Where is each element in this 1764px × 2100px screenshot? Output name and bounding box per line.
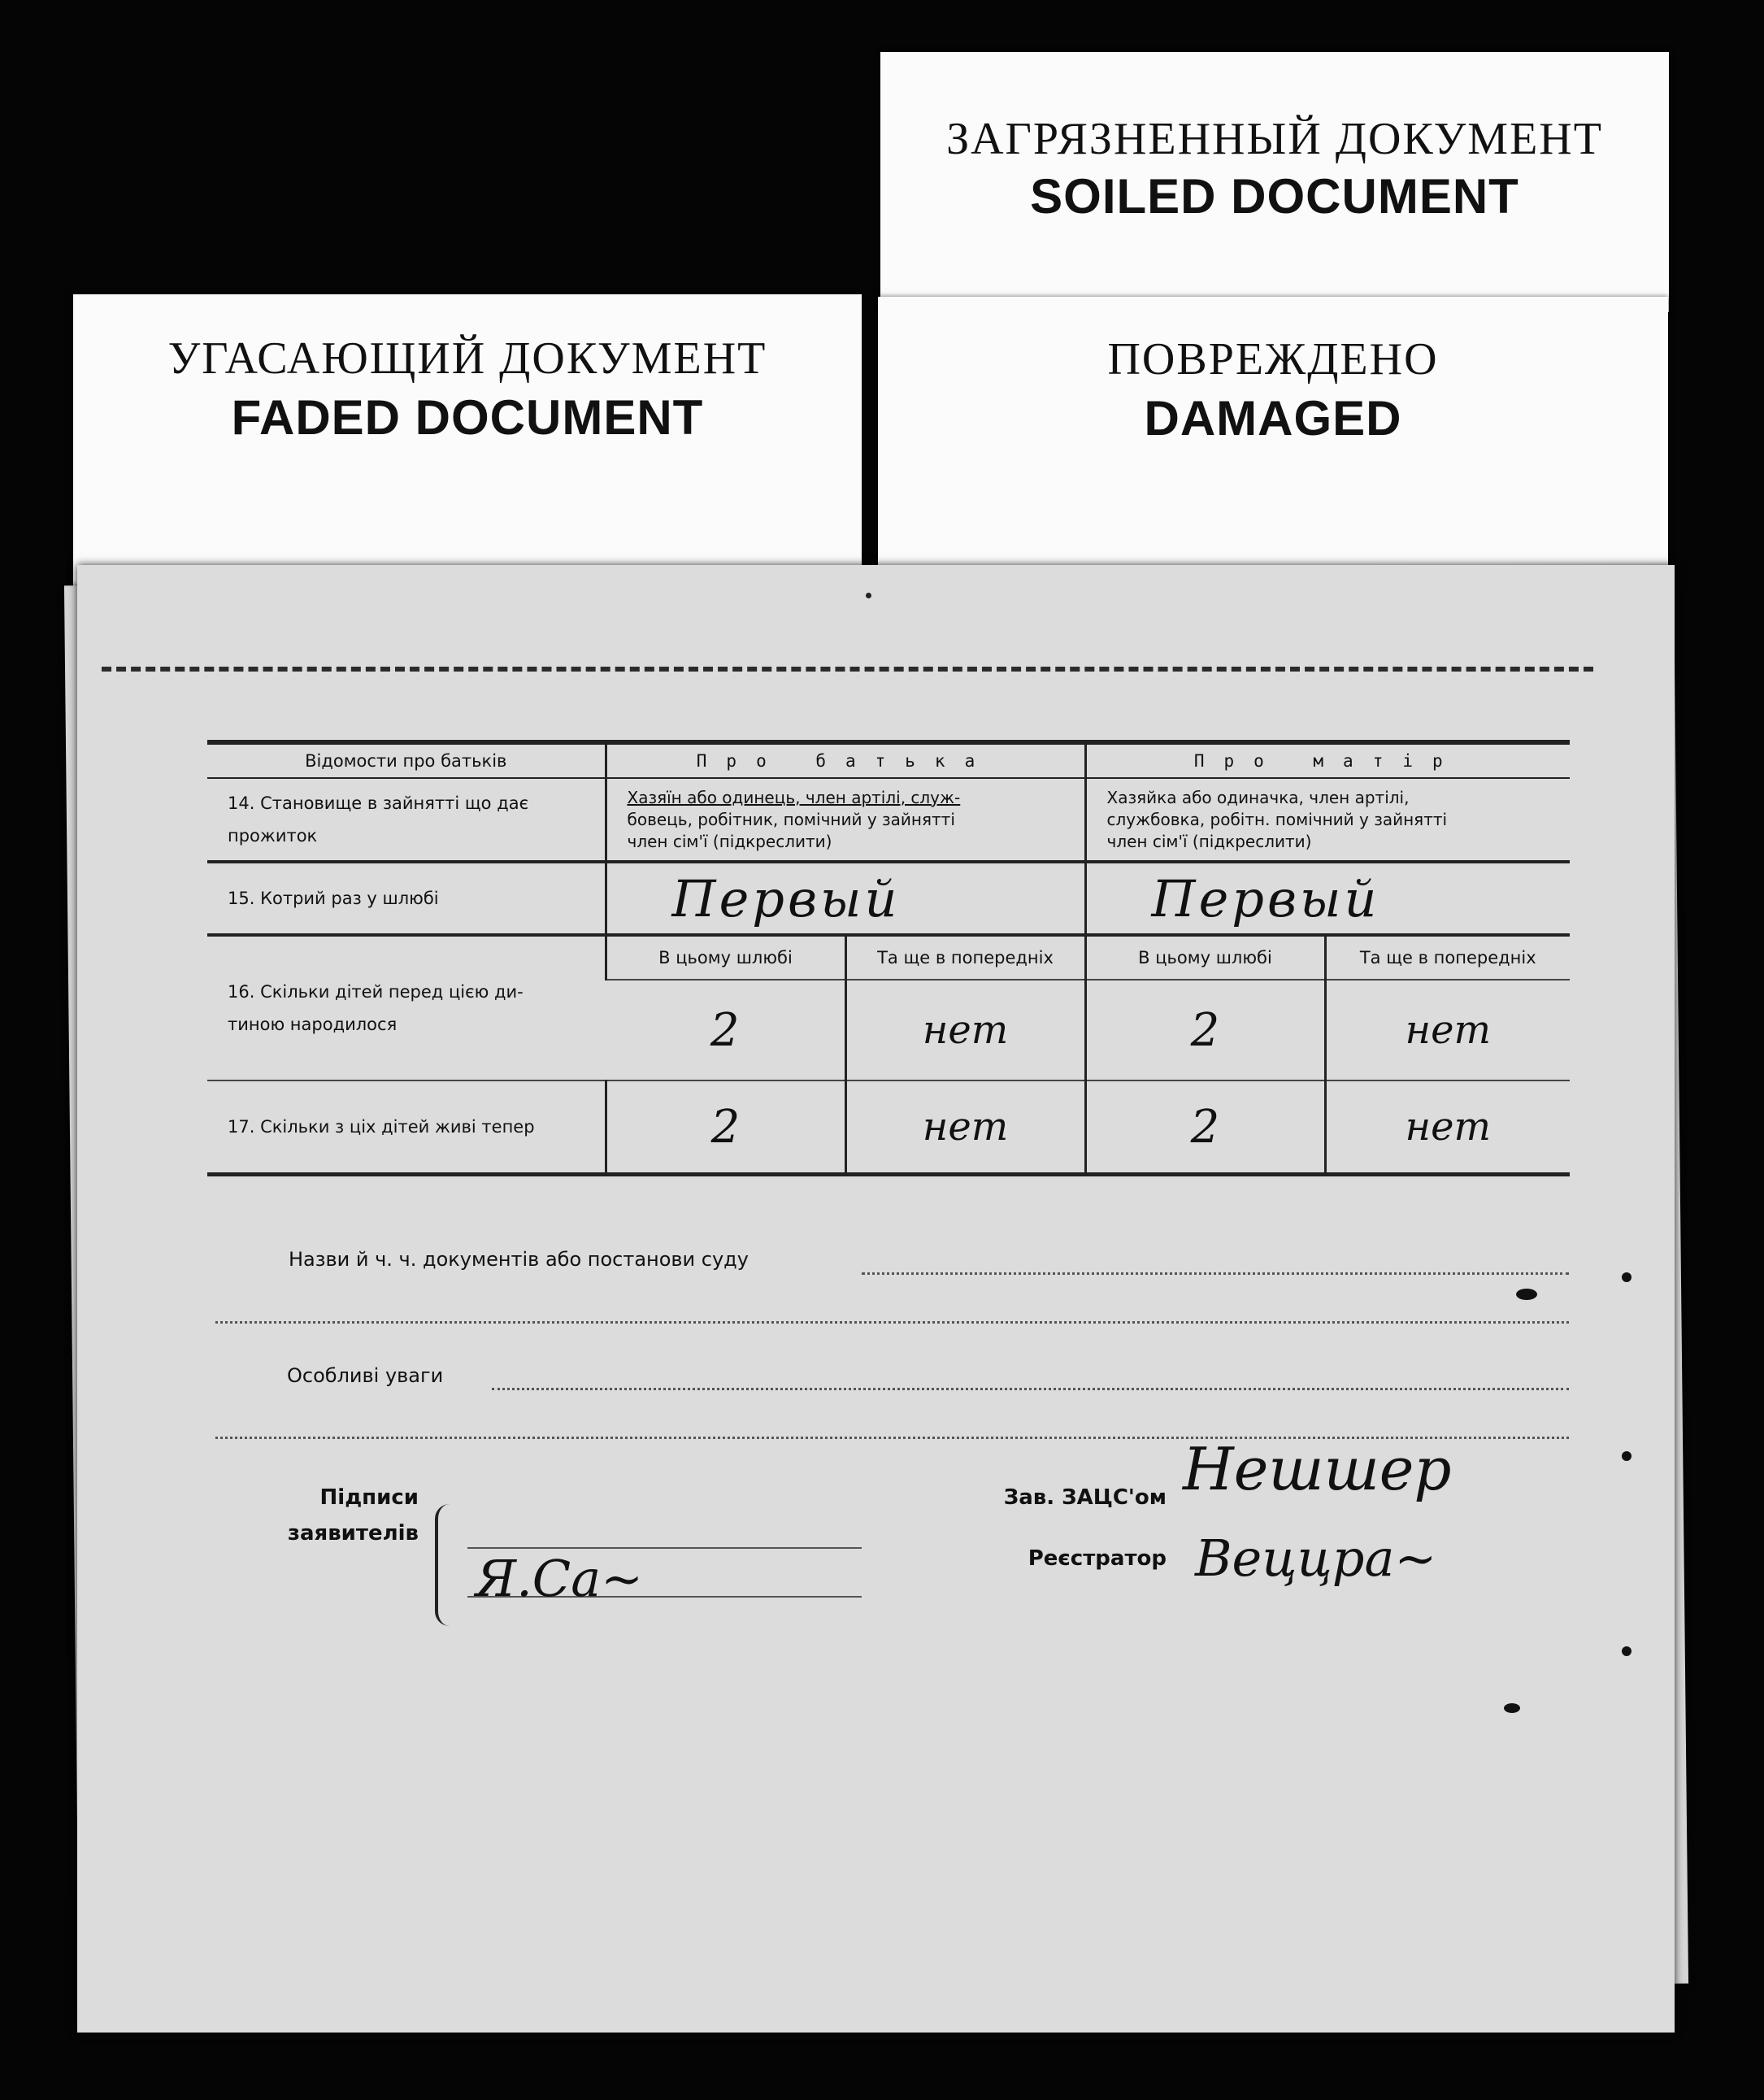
perforation-line [102,667,1593,672]
faded-document-card [73,294,862,603]
applicants-label-line1: Підписи [319,1485,419,1510]
mother-marriage-count: Первый [1085,862,1570,935]
children-alive-father-this: 2 [606,1080,845,1175]
head-signature: Нешшер [1183,1435,1452,1503]
hole-mark [1622,1646,1631,1656]
mother-this-marriage-header: В цьому шлюбі [1085,935,1325,980]
soiled-title-ru: ЗАГРЯЗНЕННЫЙ ДОКУМЕНТ [946,114,1603,164]
registry-form-sheet [77,565,1675,2033]
header-father: Про батька [606,742,1085,778]
hole-mark [1622,1451,1631,1461]
applicants-signatures-label [240,1480,419,1551]
mother-occupation-line2: службовка, робітн. помічний у зайнятті [1106,809,1448,829]
table-header-row [207,742,1570,778]
documents-dotted-line [862,1272,1569,1275]
children-born-father-this: 2 [606,980,845,1080]
father-occupation-line1: Хазяїн або одинець, член артілі, служ- [627,787,961,807]
children-born-label-line1: 16. Скільки дітей перед цією ди- [228,982,524,1002]
father-this-marriage-header: В цьому шлюбі [606,935,845,980]
documents-label: Назви й ч. ч. документів або постанови суду [289,1248,749,1271]
mother-occupation-line1: Хазяйка або одиначка, член артілі, [1106,787,1410,807]
notes-dotted-line [492,1388,1569,1390]
applicants-brace [435,1504,456,1626]
row-occupation [207,778,1570,862]
sheet-mark [866,593,871,598]
applicant-signature: Я.Са~ [476,1549,644,1608]
children-alive-mother-prev: нет [1325,1080,1570,1175]
damaged-document-card [878,297,1668,589]
children-born-mother-prev: нет [1325,980,1570,1080]
faded-title-en: FADED DOCUMENT [231,390,704,445]
parents-info-table [207,740,1570,1176]
ink-stain [1504,1703,1520,1713]
children-alive-label: 17. Скільки з ціх дітей живі тепер [207,1080,606,1175]
damaged-title-en: DAMAGED [1144,391,1402,446]
father-occupation-line2: бовець, робітник, помічний у зайнятті [627,809,955,829]
notes-label: Особливі уваги [287,1364,444,1387]
header-mother: Про матір [1085,742,1570,778]
children-alive-mother-this: 2 [1085,1080,1325,1175]
occupation-label-line1: 14. Становище в зайнятті що дає [228,793,529,813]
mother-occupation-line3: член сім'ї (підкреслити) [1106,831,1312,851]
ink-stain [1516,1289,1537,1300]
row-marriage-count [207,862,1570,935]
soiled-document-card [880,52,1669,312]
registrar-label: Реєстратор [1028,1546,1167,1571]
damaged-title-ru: ПОВРЕЖДЕНО [1107,334,1439,385]
registrar-signature: Веццра~ [1195,1528,1437,1588]
head-label: Зав. ЗАЦС'ом [1003,1485,1167,1510]
row-subheaders [207,935,1570,980]
row-children-alive [207,1080,1570,1175]
children-born-father-prev: нет [845,980,1085,1080]
occupation-label-line2: прожиток [228,826,318,846]
faded-title-ru: УГАСАЮЩИЙ ДОКУМЕНТ [167,333,767,384]
applicants-label-line2: заявителів [287,1521,419,1546]
hole-mark [1622,1272,1631,1282]
father-occupation-line3: член сім'ї (підкреслити) [627,831,832,851]
mother-occupation-options [1085,778,1570,862]
mother-previous-header: Та ще в попередніх [1325,935,1570,980]
header-parents-info: Відомости про батьків [207,742,606,778]
children-alive-father-prev: нет [845,1080,1085,1175]
children-born-label [207,935,606,1080]
father-marriage-count: Первый [606,862,1085,935]
children-born-label-line2: тиною народилося [228,1015,398,1034]
father-occupation-options [606,778,1085,862]
soiled-title-en: SOILED DOCUMENT [1030,169,1519,224]
documents-dotted-line-2 [215,1321,1569,1324]
occupation-label [207,778,606,862]
father-previous-header: Та ще в попередніх [845,935,1085,980]
children-born-mother-this: 2 [1085,980,1325,1080]
marriage-count-label: 15. Котрий раз у шлюбі [207,862,606,935]
